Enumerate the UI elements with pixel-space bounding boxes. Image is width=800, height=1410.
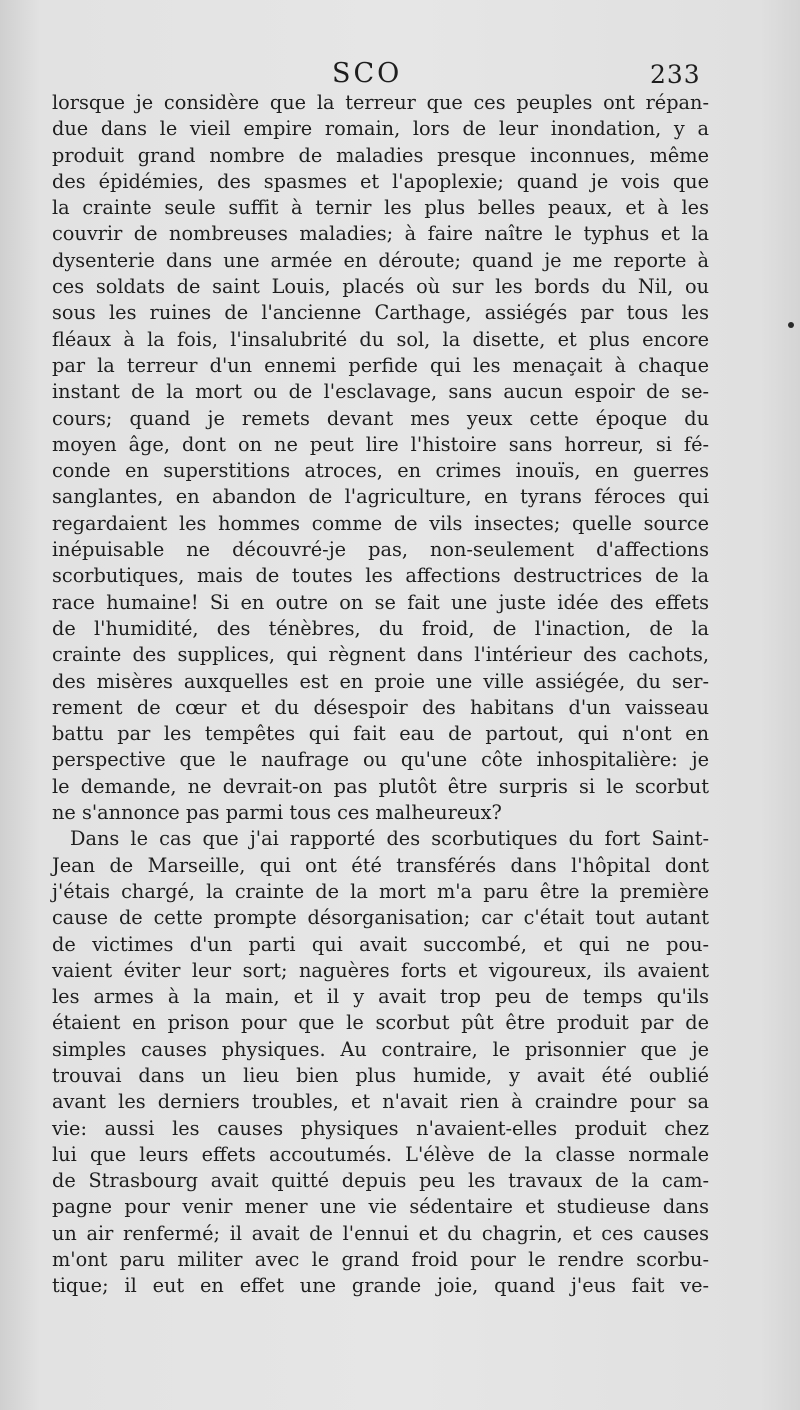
text-line: sous les ruines de l'ancienne Carthage, assiégés par tous les xyxy=(52,301,709,325)
ink-speck xyxy=(788,322,794,328)
text-line: cours; quand je remets devant mes yeux cette époque du xyxy=(52,406,709,430)
text-line: perspective que le naufrage ou qu'une côte inhospitalière: je xyxy=(52,748,709,772)
text-line: tique; il eut en effet une grande joie, quand j'eus fait ve- xyxy=(52,1274,709,1298)
text-line: inépuisable ne découvré-je pas, non-seulement d'affections xyxy=(52,538,709,562)
text-line: simples causes physiques. Au contraire, le prisonnier que je xyxy=(52,1037,709,1061)
paragraph xyxy=(52,826,709,1299)
body-text xyxy=(52,90,709,1300)
page-header xyxy=(0,58,800,94)
text-line: instant de la mort ou de l'esclavage, sans aucun espoir de se- xyxy=(52,380,709,404)
page-number: 233 xyxy=(650,60,701,89)
text-line: regardaient les hommes comme de vils insectes; quelle source xyxy=(52,511,709,535)
text-line: cause de cette prompte désorganisation; car c'était tout autant xyxy=(52,906,709,930)
text-line: de victimes d'un parti qui avait succombé, et qui ne pou- xyxy=(52,932,709,956)
text-line: j'étais chargé, la crainte de la mort m'a paru être la première xyxy=(52,879,709,903)
paragraph xyxy=(52,90,709,826)
text-line: lorsque je considère que la terreur que ces peuples ont répan- xyxy=(52,91,709,114)
text-line: couvrir de nombreuses maladies; à faire naître le typhus et la xyxy=(52,222,709,246)
text-line: des misères auxquelles est en proie une ville assiégée, du ser- xyxy=(52,669,709,693)
text-line: vie: aussi les causes physiques n'avaient-elles produit chez xyxy=(52,1116,709,1140)
text-line: de l'humidité, des ténèbres, du froid, de l'inaction, de la xyxy=(52,616,709,640)
text-line: crainte des supplices, qui règnent dans l'intérieur des cachots, xyxy=(52,643,709,667)
text-line: les armes à la main, et il y avait trop peu de temps qu'ils xyxy=(52,985,709,1009)
text-line: trouvai dans un lieu bien plus humide, y avait été oublié xyxy=(52,1063,709,1087)
text-line: de Strasbourg avait quitté depuis peu les travaux de la cam- xyxy=(52,1169,709,1193)
text-line: par la terreur d'un ennemi perfide qui les menaçait à chaque xyxy=(52,353,709,377)
text-line: des épidémies, des spasmes et l'apoplexie; quand je vois que xyxy=(52,169,709,193)
text-line: produit grand nombre de maladies presque inconnues, même xyxy=(52,143,709,167)
text-line: Jean de Marseille, qui ont été transférés dans l'hôpital dont xyxy=(52,853,709,877)
text-line: ces soldats de saint Louis, placés où sur les bords du Nil, ou xyxy=(52,275,709,299)
text-line: un air renfermé; il avait de l'ennui et du chagrin, et ces causes xyxy=(52,1221,709,1245)
text-line: dysenterie dans une armée en déroute; quand je me reporte à xyxy=(52,248,709,272)
text-line: due dans le vieil empire romain, lors de leur inondation, y a xyxy=(52,117,709,141)
text-line: pagne pour venir mener une vie sédentaire et studieuse dans xyxy=(52,1195,709,1219)
text-line: rement de cœur et du désespoir des habitans d'un vaisseau xyxy=(52,695,709,719)
text-line: le demande, ne devrait-on pas plutôt être surpris si le scorbut xyxy=(52,774,709,798)
text-line: ne s'annonce pas parmi tous ces malheureux? xyxy=(52,801,502,825)
text-line: avant les derniers troubles, et n'avait rien à craindre pour sa xyxy=(52,1090,709,1114)
text-line: conde en superstitions atroces, en crimes inouïs, en guerres xyxy=(52,459,709,483)
text-line: sanglantes, en abandon de l'agriculture, en tyrans féroces qui xyxy=(52,485,709,509)
text-line: Dans le cas que j'ai rapporté des scorbutiques du fort Saint- xyxy=(70,827,709,851)
text-line: scorbutiques, mais de toutes les affections destructrices de la xyxy=(52,564,709,588)
running-head: SCO xyxy=(332,58,403,89)
text-line: battu par les tempêtes qui fait eau de partout, qui n'ont en xyxy=(52,722,709,746)
text-line: vaient éviter leur sort; naguères forts et vigoureux, ils avaient xyxy=(52,958,709,982)
text-line: race humaine! Si en outre on se fait une juste idée des effets xyxy=(52,590,709,614)
text-line: fléaux à la fois, l'insalubrité du sol, la disette, et plus encore xyxy=(52,327,709,351)
text-line: moyen âge, dont on ne peut lire l'histoire sans horreur, si fé- xyxy=(52,432,709,456)
text-line: la crainte seule suffit à ternir les plus belles peaux, et à les xyxy=(52,196,709,220)
text-line: étaient en prison pour que le scorbut pût être produit par de xyxy=(52,1011,709,1035)
text-line: m'ont paru militer avec le grand froid pour le rendre scorbu- xyxy=(52,1248,709,1272)
text-line: lui que leurs effets accoutumés. L'élève de la classe normale xyxy=(52,1142,709,1166)
